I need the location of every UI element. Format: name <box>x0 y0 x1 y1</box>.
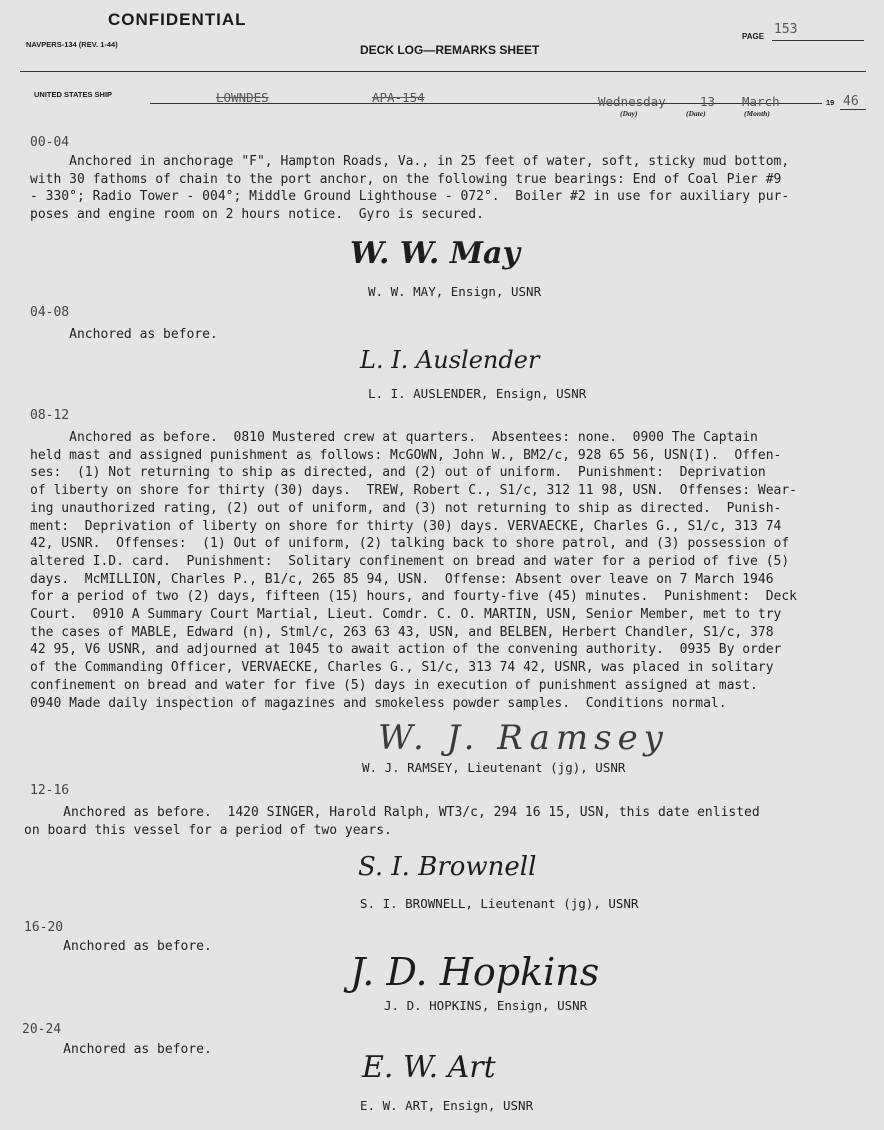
officer-name: W. W. MAY, Ensign, USNR <box>368 284 542 299</box>
month-value: March <box>742 94 780 109</box>
signature: W. J. Ramsey <box>378 718 669 758</box>
entry-line: ses: (1) Not returning to ship as directed, and (2) out of uniform. Punishment: Deprivation <box>30 465 766 481</box>
watch-label: 04-08 <box>30 305 70 320</box>
year-line <box>840 109 866 110</box>
day-value: Wednesday <box>598 94 666 109</box>
page-label: PAGE <box>742 32 765 41</box>
officer-name: L. I. AUSLENDER, Ensign, USNR <box>368 386 587 401</box>
date-caption: (Date) <box>686 109 706 118</box>
officer-name: J. D. HOPKINS, Ensign, USNR <box>384 998 588 1013</box>
watch-label: 12-16 <box>30 783 70 798</box>
signature: J. D. Hopkins <box>350 950 600 994</box>
watch-label: 16-20 <box>24 920 64 935</box>
entry-line: on board this vessel for a period of two years. <box>24 822 392 838</box>
entry-text <box>30 153 789 224</box>
ship-name: LOWNDES <box>216 90 269 105</box>
entry-text <box>30 429 797 712</box>
entry-text <box>24 804 760 839</box>
entry-line: Anchored as before. <box>30 327 218 342</box>
entry-line: Anchored in anchorage "F", Hampton Roads, Va., in 25 feet of water, soft, sticky mud bottom, <box>30 154 790 169</box>
signature: L. I. Auslender <box>360 346 540 374</box>
day-caption: (Day) <box>620 109 638 118</box>
page-title: DECK LOG—REMARKS SHEET <box>360 43 540 57</box>
entry-line: 42, USNR. Offenses: (1) Out of uniform, (2) talking back to shore patrol, and (3) possession of <box>30 536 790 552</box>
entry-line: of liberty on shore for thirty (30) days. TREW, Robert C., S1/c, 312 11 98, USN. Offenses: Wear- <box>30 483 798 499</box>
entry-line: for a period of two (2) days, fifteen (15) hours, and fourty-five (45) minutes. Punishment: Deck <box>30 589 798 605</box>
entry-line: Anchored as before. <box>24 939 212 954</box>
confidential-stamp: CONFIDENTIAL <box>108 10 247 29</box>
entry-line: with 30 fathoms of chain to the port anchor, on the following true bearings: End of Coal Pier #9 <box>30 171 782 187</box>
entry-line: 0940 Made daily inspection of magazines and smokeless powder samples. Conditions normal. <box>30 695 727 711</box>
entry-line: poses and engine room on 2 hours notice. Gyro is secured. <box>30 207 484 223</box>
year-value: 46 <box>843 94 859 109</box>
entry-line: 42 95, V6 USNR, and adjourned at 1045 to await action of the convening authority. 0935 By order <box>30 642 782 658</box>
watch-label: 00-04 <box>30 135 70 150</box>
entry-line: Anchored as before. 1420 SINGER, Harold Ralph, WT3/c, 294 16 15, USN, this date enlisted <box>24 805 760 820</box>
entry-line: Anchored as before. 0810 Mustered crew at quarters. Absentees: none. 0900 The Captain <box>30 430 758 445</box>
entry-line: Court. 0910 A Summary Court Martial, Lieut. Comdr. C. O. MARTIN, USN, Senior Member, met to try <box>30 607 782 623</box>
month-caption: (Month) <box>744 109 770 118</box>
entry-text <box>30 326 218 344</box>
entry-line: - 330°; Radio Tower - 004°; Middle Ground Lighthouse - 072°. Boiler #2 in use for auxiliary pur- <box>30 189 790 205</box>
watch-label: 20-24 <box>22 1022 62 1037</box>
entry-text <box>24 1041 212 1059</box>
page-number-rule <box>772 40 864 41</box>
ship-label: UNITED STATES SHIP <box>34 90 113 99</box>
entry-line: Anchored as before. <box>24 1042 212 1057</box>
entry-line: confinement on bread and water for five (5) days in execution of punishment assigned at mast. <box>30 677 758 693</box>
entry-line: altered I.D. card. Punishment: Solitary confinement on bread and water for a period of five (5) <box>30 553 790 569</box>
hull-number: APA-154 <box>372 90 425 105</box>
page-number: 153 <box>774 22 798 37</box>
signature: W. W. May <box>350 236 520 271</box>
entry-line: of the Commanding Officer, VERVAECKE, Charles G., S1/c, 313 74 42, USNR, was placed in solitary <box>30 660 774 676</box>
date-value: 13 <box>700 94 716 109</box>
officer-name: W. J. RAMSEY, Lieutenant (jg), USNR <box>362 760 626 775</box>
entry-line: held mast and assigned punishment as follows: McGOWN, John W., BM2/c, 928 65 56, USN(I). Offen- <box>30 447 782 463</box>
entry-line: days. McMILLION, Charles P., B1/c, 265 85 94, USN. Offense: Absent over leave on 7 March 1946 <box>30 571 774 587</box>
entry-line: the cases of MABLE, Edward (n), Stml/c, 263 63 43, USN, and BELBEN, Herbert Chandler, S1/c, 378 <box>30 624 774 640</box>
year-prefix: 19 <box>826 98 835 107</box>
entry-text <box>24 938 212 956</box>
entry-line: ing unauthorized rating, (2) out of uniform, and (3) not returning to ship as directed. Punish- <box>30 500 782 516</box>
form-number: NAVPERS-134 (REV. 1-44) <box>26 40 118 49</box>
header-rule <box>20 71 866 72</box>
signature: E. W. Art <box>362 1050 496 1085</box>
signature: S. I. Brownell <box>358 852 537 882</box>
watch-label: 08-12 <box>30 408 70 423</box>
officer-name: E. W. ART, Ensign, USNR <box>360 1098 534 1113</box>
entry-line: ment: Deprivation of liberty on shore for thirty (30) days. VERVAECKE, Charles G., S1/c, 313 74 <box>30 518 782 534</box>
officer-name: S. I. BROWNELL, Lieutenant (jg), USNR <box>360 896 639 911</box>
